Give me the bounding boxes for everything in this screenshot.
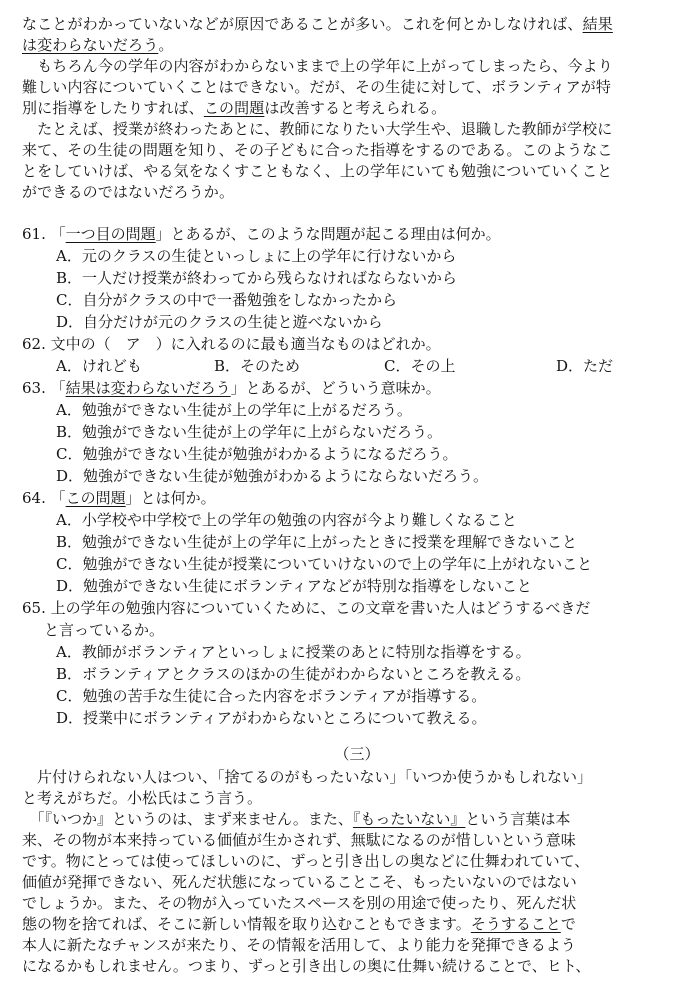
passage-line: もちろん今の学年の内容がわからないままで上の学年に上がってしまったら、今より [22,57,613,75]
answer-option: C．その上 [384,357,456,375]
answer-option: C．勉強の苦手な生徒に合った内容をボランティアが指導する。 [56,687,487,705]
answer-option: A．教師がボランティアといっしょに授業のあとに特別な指導をする。 [56,643,531,661]
passage-line: 片付けられない人はつい、「捨てるのがもったいない」「いつか使うかもしれない」 [22,768,593,786]
question-63 [22,377,672,487]
answer-option: A．小学校や中学校で上の学年の勉強の内容が今より難しくなること [56,511,517,529]
underlined-phrase: この問題 [65,489,126,507]
underlined-phrase-sou-suru-koto: そうすること [470,915,561,933]
question-stem: 65. 上の学年の勉強内容についていくために、この文章を書いた人はどうするべきだ [22,599,591,617]
underlined-phrase: 一つ目の問題 [65,225,156,243]
answer-option: A．勉強ができない生徒が上の学年に上がるだろう。 [56,401,412,419]
answer-option: D．授業中にボランティアがわからないところについて教える。 [56,709,487,727]
answer-option: A．けれども [56,357,142,375]
question-61 [22,223,672,333]
passage-line: 「『いつか』というのは、まず来ません。また、『もったいない』という言葉は本 [22,810,571,828]
passage-section-2 [22,14,672,203]
underlined-phrase: 結果は変わらないだろう [65,379,231,397]
answer-option: A．元のクラスの生徒といっしょに上の学年に行けないから [56,247,457,265]
passage-line: は変わらないだろう。 [22,36,174,54]
question-stem: 63. 「結果は変わらないだろう」とあるが、どういう意味か。 [22,379,441,397]
passage-line: なことがわかっていないなどが原因であることが多い。これを何とかしなければ、結果 [22,15,613,33]
question-stem: 61. 「一つ目の問題」とあるが、このような問題が起こる理由は何か。 [22,225,501,243]
passage-line: になるかもしれません。つまり、ずっと引き出しの奥に仕舞い続けることで、ヒト、 [22,957,591,975]
passage-line: 価値が発揮できない、死んだ状態になっていることこそ、もったいないのではない [22,873,577,891]
passage-line: 難しい内容についていくことはできない。だが、その生徒に対して、ボランティアが特 [22,78,612,96]
answer-option: D．自分だけが元のクラスの生徒と遊べないから [56,313,383,331]
answer-option: D．ただ [556,357,614,375]
passage-section-3 [22,767,672,977]
passage-line: 来、その物が本来持っている価値が生かされず、無駄になるのが惜しいという意味 [22,831,576,849]
underlined-phrase-this-problem: この問題 [203,99,265,117]
question-stem: 64. 「この問題」とは何か。 [22,489,216,507]
answer-option: B．そのため [214,357,301,375]
question-stem: 62. 文中の（ ア ）に入れるのに最も適当なものはどれか。 [22,335,441,353]
passage-line: です。物にとっては使ってほしいのに、ずっと引き出しの奥などに仕舞われていて、 [22,852,590,870]
passage-line: たとえば、授業が終わったあとに、教師になりたい大学生や、退職した教師が学校に [22,120,613,138]
question-62 [22,333,672,377]
answer-option: C．勉強ができない生徒が授業についていけないので上の学年に上がれないこと [56,555,593,573]
underlined-phrase-result: 結果 [582,15,613,33]
question-64 [22,487,672,597]
passage-line: 本人に新たなチャンスが来たり、その情報を活用して、より能力を発揮できるよう [22,936,576,954]
answer-option: B．ボランティアとクラスのほかの生徒がわからないところを教える。 [56,665,531,683]
passage-line: 態の物を捨てれば、そこに新しい情報を取り込むこともできます。そうすることで [22,915,576,933]
passage-line: と考えがちだ。小松氏はこう言う。 [22,789,263,807]
answer-option: C．勉強ができない生徒が勉強がわかるようになるだろう。 [56,445,458,463]
passage-line: 別に指導をしたりすれば、この問題は改善すると考えられる。 [22,99,447,117]
passage-line: 来て、その生徒の問題を知り、その子どもに合った指導をするのである。このようなこ [22,141,613,159]
answer-option: B．勉強ができない生徒が上の学年に上がらないだろう。 [56,423,443,441]
answer-option: B．勉強ができない生徒が上の学年に上がったときに授業を理解できないこと [56,533,578,551]
answer-options-row [22,355,672,377]
answer-option: D．勉強ができない生徒が勉強がわかるようにならないだろう。 [56,467,489,485]
question-65 [22,597,672,729]
answer-option: C．自分がクラスの中で一番勉強をしなかったから [56,291,398,309]
answer-option: B．一人だけ授業が終わってから残らなければならないから [56,269,457,287]
section-heading: （三） [334,745,380,763]
underlined-phrase-mottainai: 『もったいない』 [352,810,466,828]
passage-line: ができるのではないだろうか。 [22,183,235,201]
passage-line: でしょうか。また、その物が入っていたスペースを別の用途で使ったり、死んだ状 [22,894,577,912]
question-stem-continued: と言っているか。 [44,621,165,639]
answer-option: D．勉強ができない生徒にボランティアなどが特別な指導をしないこと [56,577,532,595]
underlined-phrase-result: は変わらないだろう [22,36,159,54]
exam-page [22,14,672,977]
passage-line: とをしていけば、やる気をなくすこともなく、上の学年にいても勉強についていくこと [22,162,613,180]
